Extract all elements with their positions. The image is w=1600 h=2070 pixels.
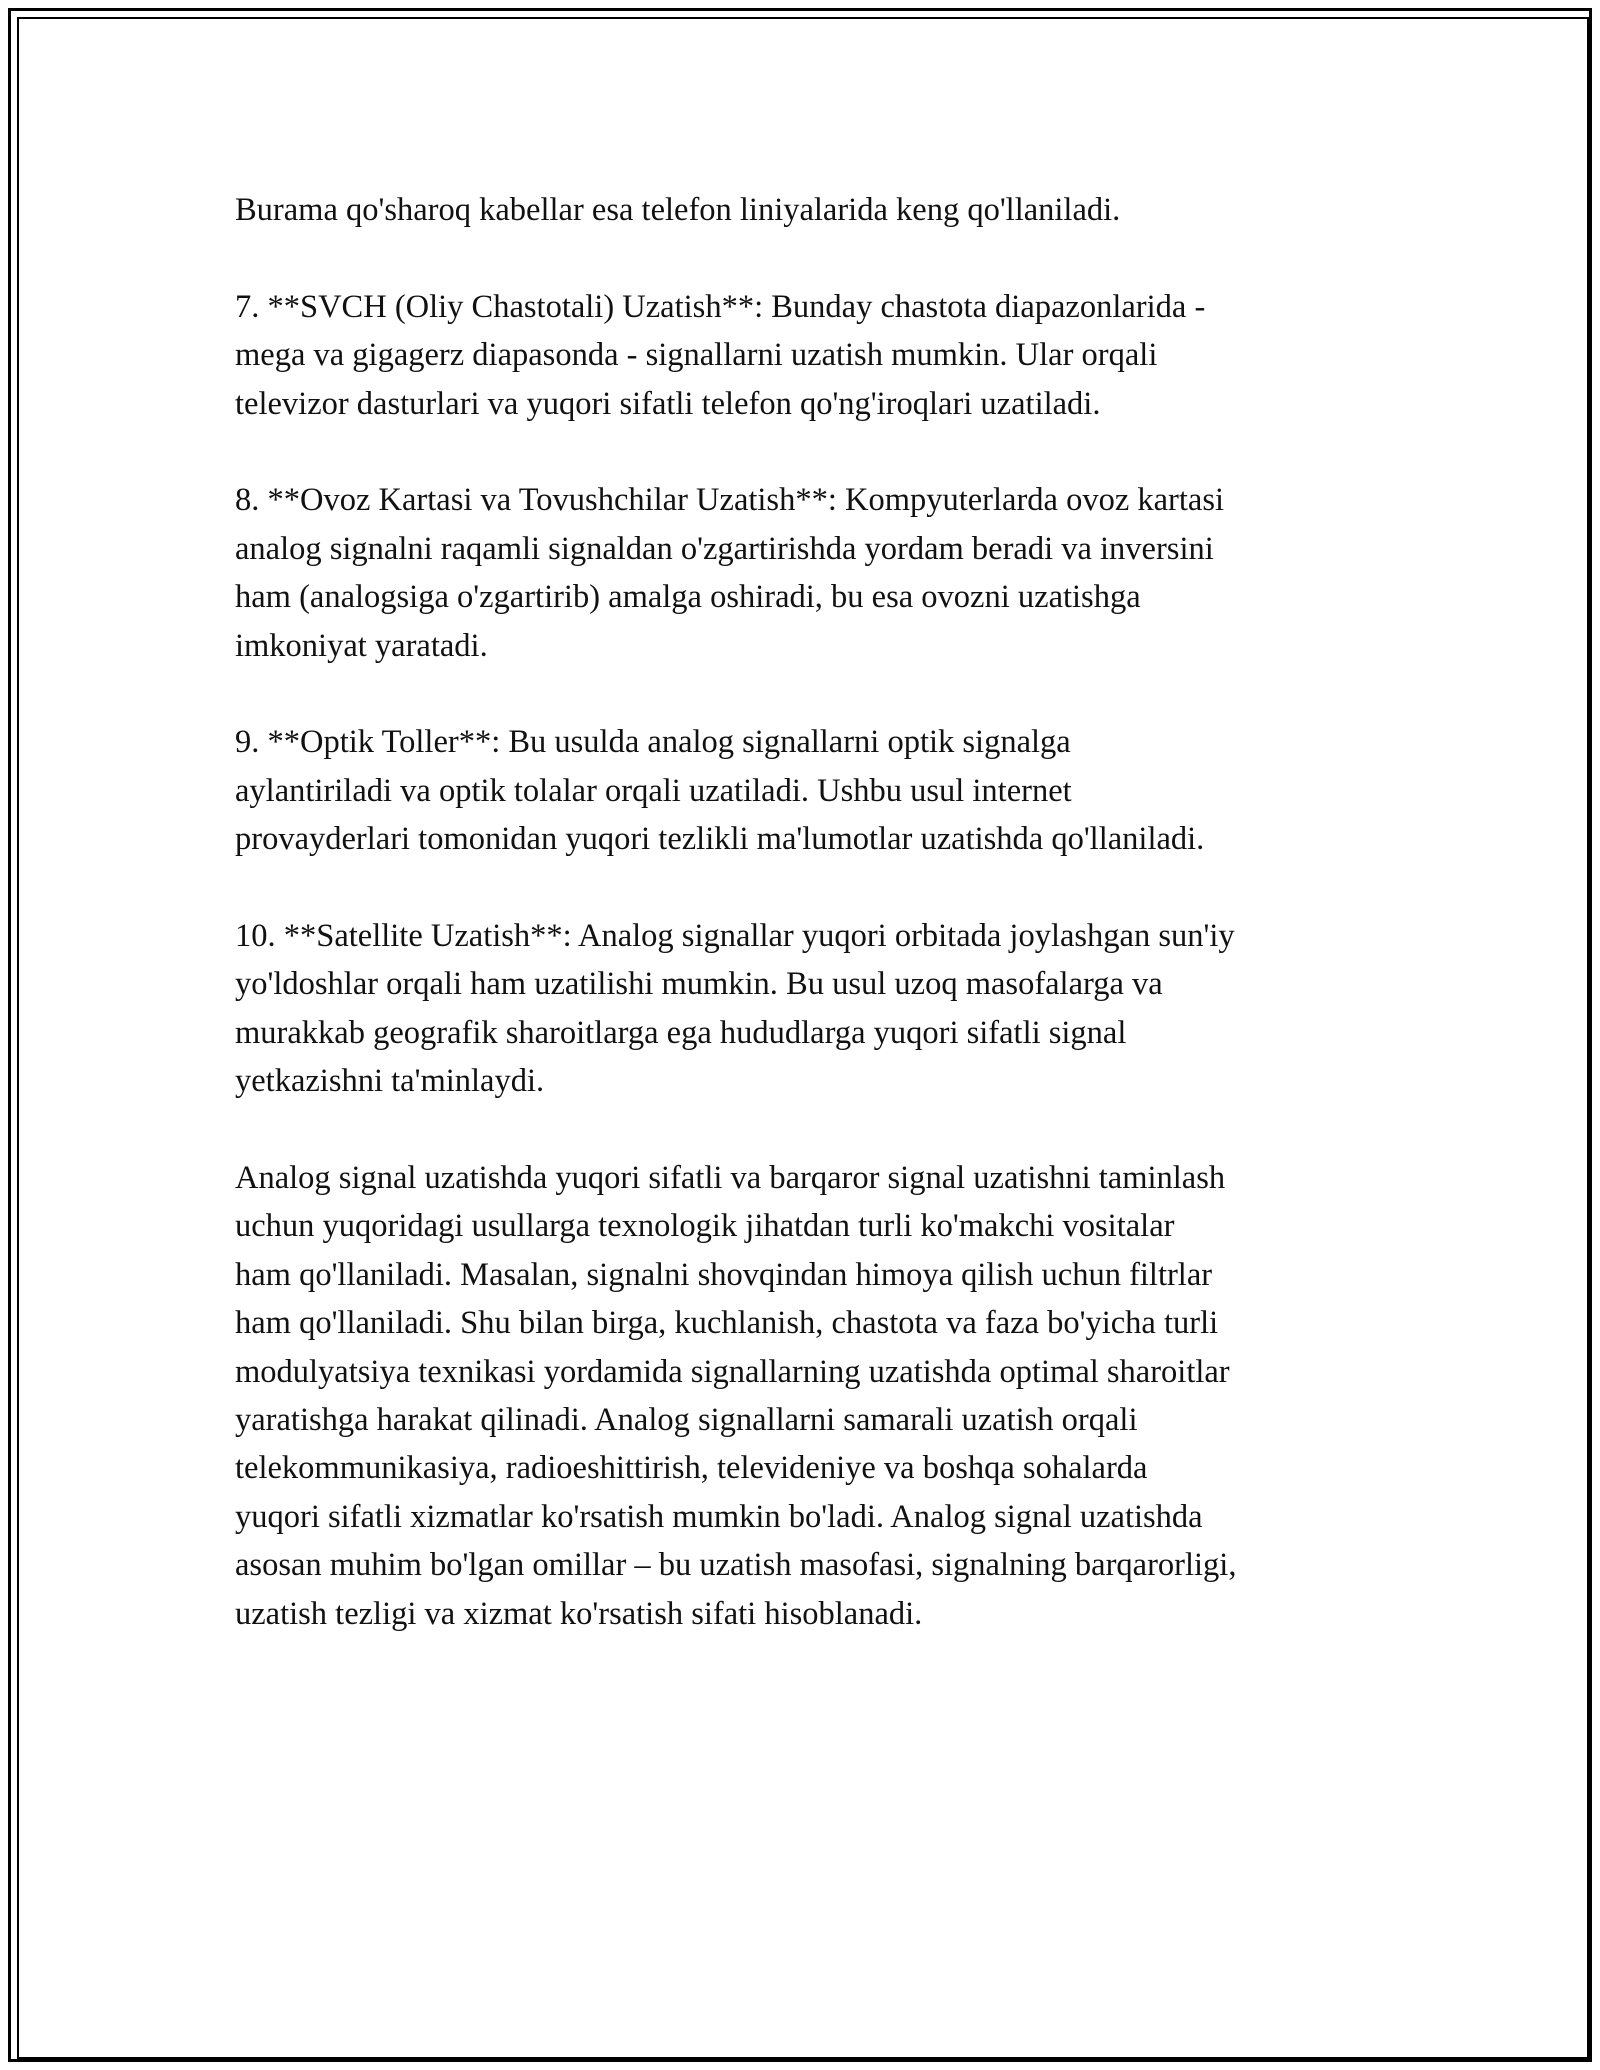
paragraph-item-9-optical: 9. **Optik Toller**: Bu usulda analog signallarni optik signalga aylantiriladi va optik tolalar orqali uzatiladi. Ushbu usul internet provayderlari tomonidan yuqori tezlikli ma'lumotlar uzatishda qo'llaniladi. [235, 724, 1205, 858]
paragraph-item-8-sound-card: 8. **Ovoz Kartasi va Tovushchilar Uzatish**: Kompyuterlarda ovoz kartasi analog signalni raqamli signaldan o'zgartirishda yordam beradi va inversini ham (analogsiga o'zgartirib) amalga oshiradi, bu esa ovozni uzatishga imkoniyat yaratadi. [235, 482, 1225, 664]
paragraph-item-10-satellite: 10. **Satellite Uzatish**: Analog signallar yuqori orbitada joylashgan sun'iy yo'ldoshlar orqali ham uzatilishi mumkin. Bu usul uzoq masofalarga va murakkab geografik sharoitlarga ega hududlarga yuqori sifatli signal yetkazishni ta'minlaydi. [235, 918, 1235, 1100]
paragraph-item-7-svch: 7. **SVCH (Oliy Chastotali) Uzatish**: Bunday chastota diapazonlarida - mega va gigagerz diapasonda - signallarni uzatish mumkin. Ular orqali televizor dasturlari va yuqori sifatli telefon qo'ng'iroqlari uzatiladi. [235, 288, 1206, 422]
document-body [235, 186, 1395, 1687]
paragraph-twisted-pair-cables: Burama qo'sharoq kabellar esa telefon liniyalarida keng qo'llaniladi. [235, 192, 1121, 228]
paragraph-conclusion: Analog signal uzatishda yuqori sifatli va barqaror signal uzatishni taminlash uchun yuqoridagi usullarga texnologik jihatdan turli ko'makchi vositalar ham qo'llaniladi. Masalan, signalni shovqindan himoya qilish uchun filtrlar ham qo'llaniladi. Shu bilan birga, kuchlanish, chastota va faza bo'yicha turli modulyatsiya texnikasi yordamida signallarning uzatishda optimal sharoitlar yaratishga harakat qilinadi. Analog signallarni samarali uzatish orqali telekommunikasiya, radioeshittirish, televideniye va boshqa sohalarda yuqori sifatli xizmatlar ko'rsatish mumkin bo'ladi. Analog signal uzatishda asosan muhim bo'lgan omillar – bu uzatish masofasi, signalning barqarorligi, uzatish tezligi va xizmat ko'rsatish sifati hisoblanadi. [235, 1160, 1237, 1632]
